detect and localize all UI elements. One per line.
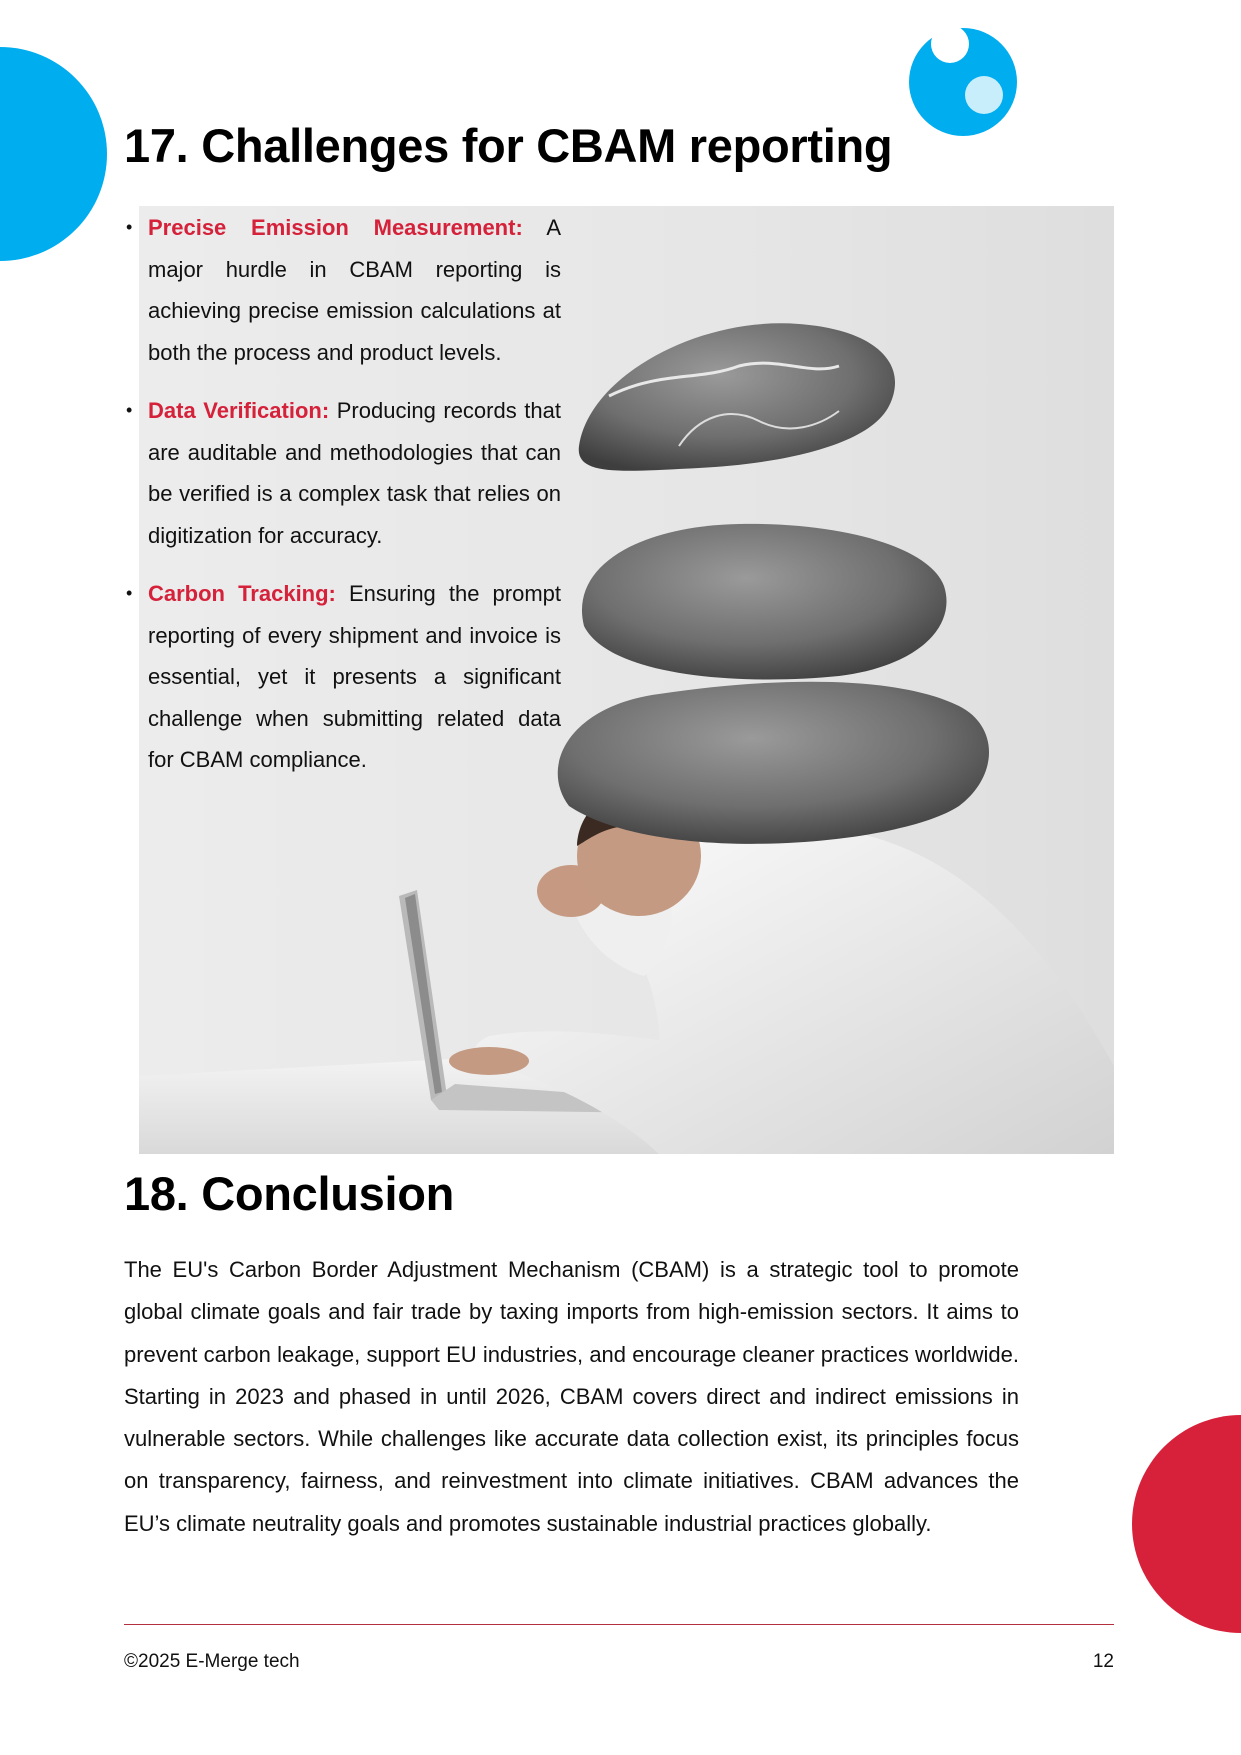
red-circle-decoration bbox=[1126, 1414, 1241, 1634]
blue-circle-decoration bbox=[0, 44, 110, 264]
bullet-icon: • bbox=[126, 583, 133, 603]
section-17-title: 17. Challenges for CBAM reporting bbox=[124, 119, 893, 172]
list-item-term: Data Verification: bbox=[148, 398, 330, 423]
bubble-decoration bbox=[905, 22, 1025, 142]
footer-divider bbox=[124, 1624, 1114, 1625]
list-item-text: Producing records that are auditable and methodologies that can be verified is a complex task that relies on digitization for accuracy. bbox=[148, 398, 561, 548]
list-item bbox=[126, 390, 561, 556]
page-number: 12 bbox=[1092, 1651, 1114, 1672]
bullet-icon: • bbox=[126, 400, 133, 420]
list-item bbox=[126, 573, 561, 781]
list-item-term: Precise Emission Measurement: bbox=[148, 215, 523, 240]
section-18-title: 18. Conclusion bbox=[124, 1167, 455, 1220]
footer-copyright: ©2025 E-Merge tech bbox=[124, 1651, 300, 1672]
list-item bbox=[126, 207, 561, 373]
list-item-text: A major hurdle in CBAM reporting is achieving precise emission calculations at both the process and product levels. bbox=[148, 215, 561, 365]
cbam-challenges-list bbox=[126, 207, 561, 798]
list-item-term: Carbon Tracking: bbox=[148, 581, 336, 606]
conclusion-paragraph: The EU's Carbon Border Adjustment Mechanism (CBAM) is a strategic tool to promote global climate goals and fair trade by taxing imports from high-emission sectors. It aims to prevent carbon leakage, support EU industries, and encourage cleaner practices worldwide. Starting in 2023 and phased in until 2026, CBAM covers direct and indirect emissions in vulnerable sectors. While challenges like accurate data collection exist, its principles focus on transparency, fairness, and reinvestment into climate initiatives. CBAM advances the EU’s climate neutrality goals and promotes sustainable industrial practices globally. bbox=[124, 1257, 1019, 1536]
bullet-icon: • bbox=[126, 217, 133, 237]
list-item-text: Ensuring the prompt reporting of every shipment and invoice is essential, yet it presents a significant challenge when submitting related data for CBAM compliance. bbox=[148, 581, 561, 772]
